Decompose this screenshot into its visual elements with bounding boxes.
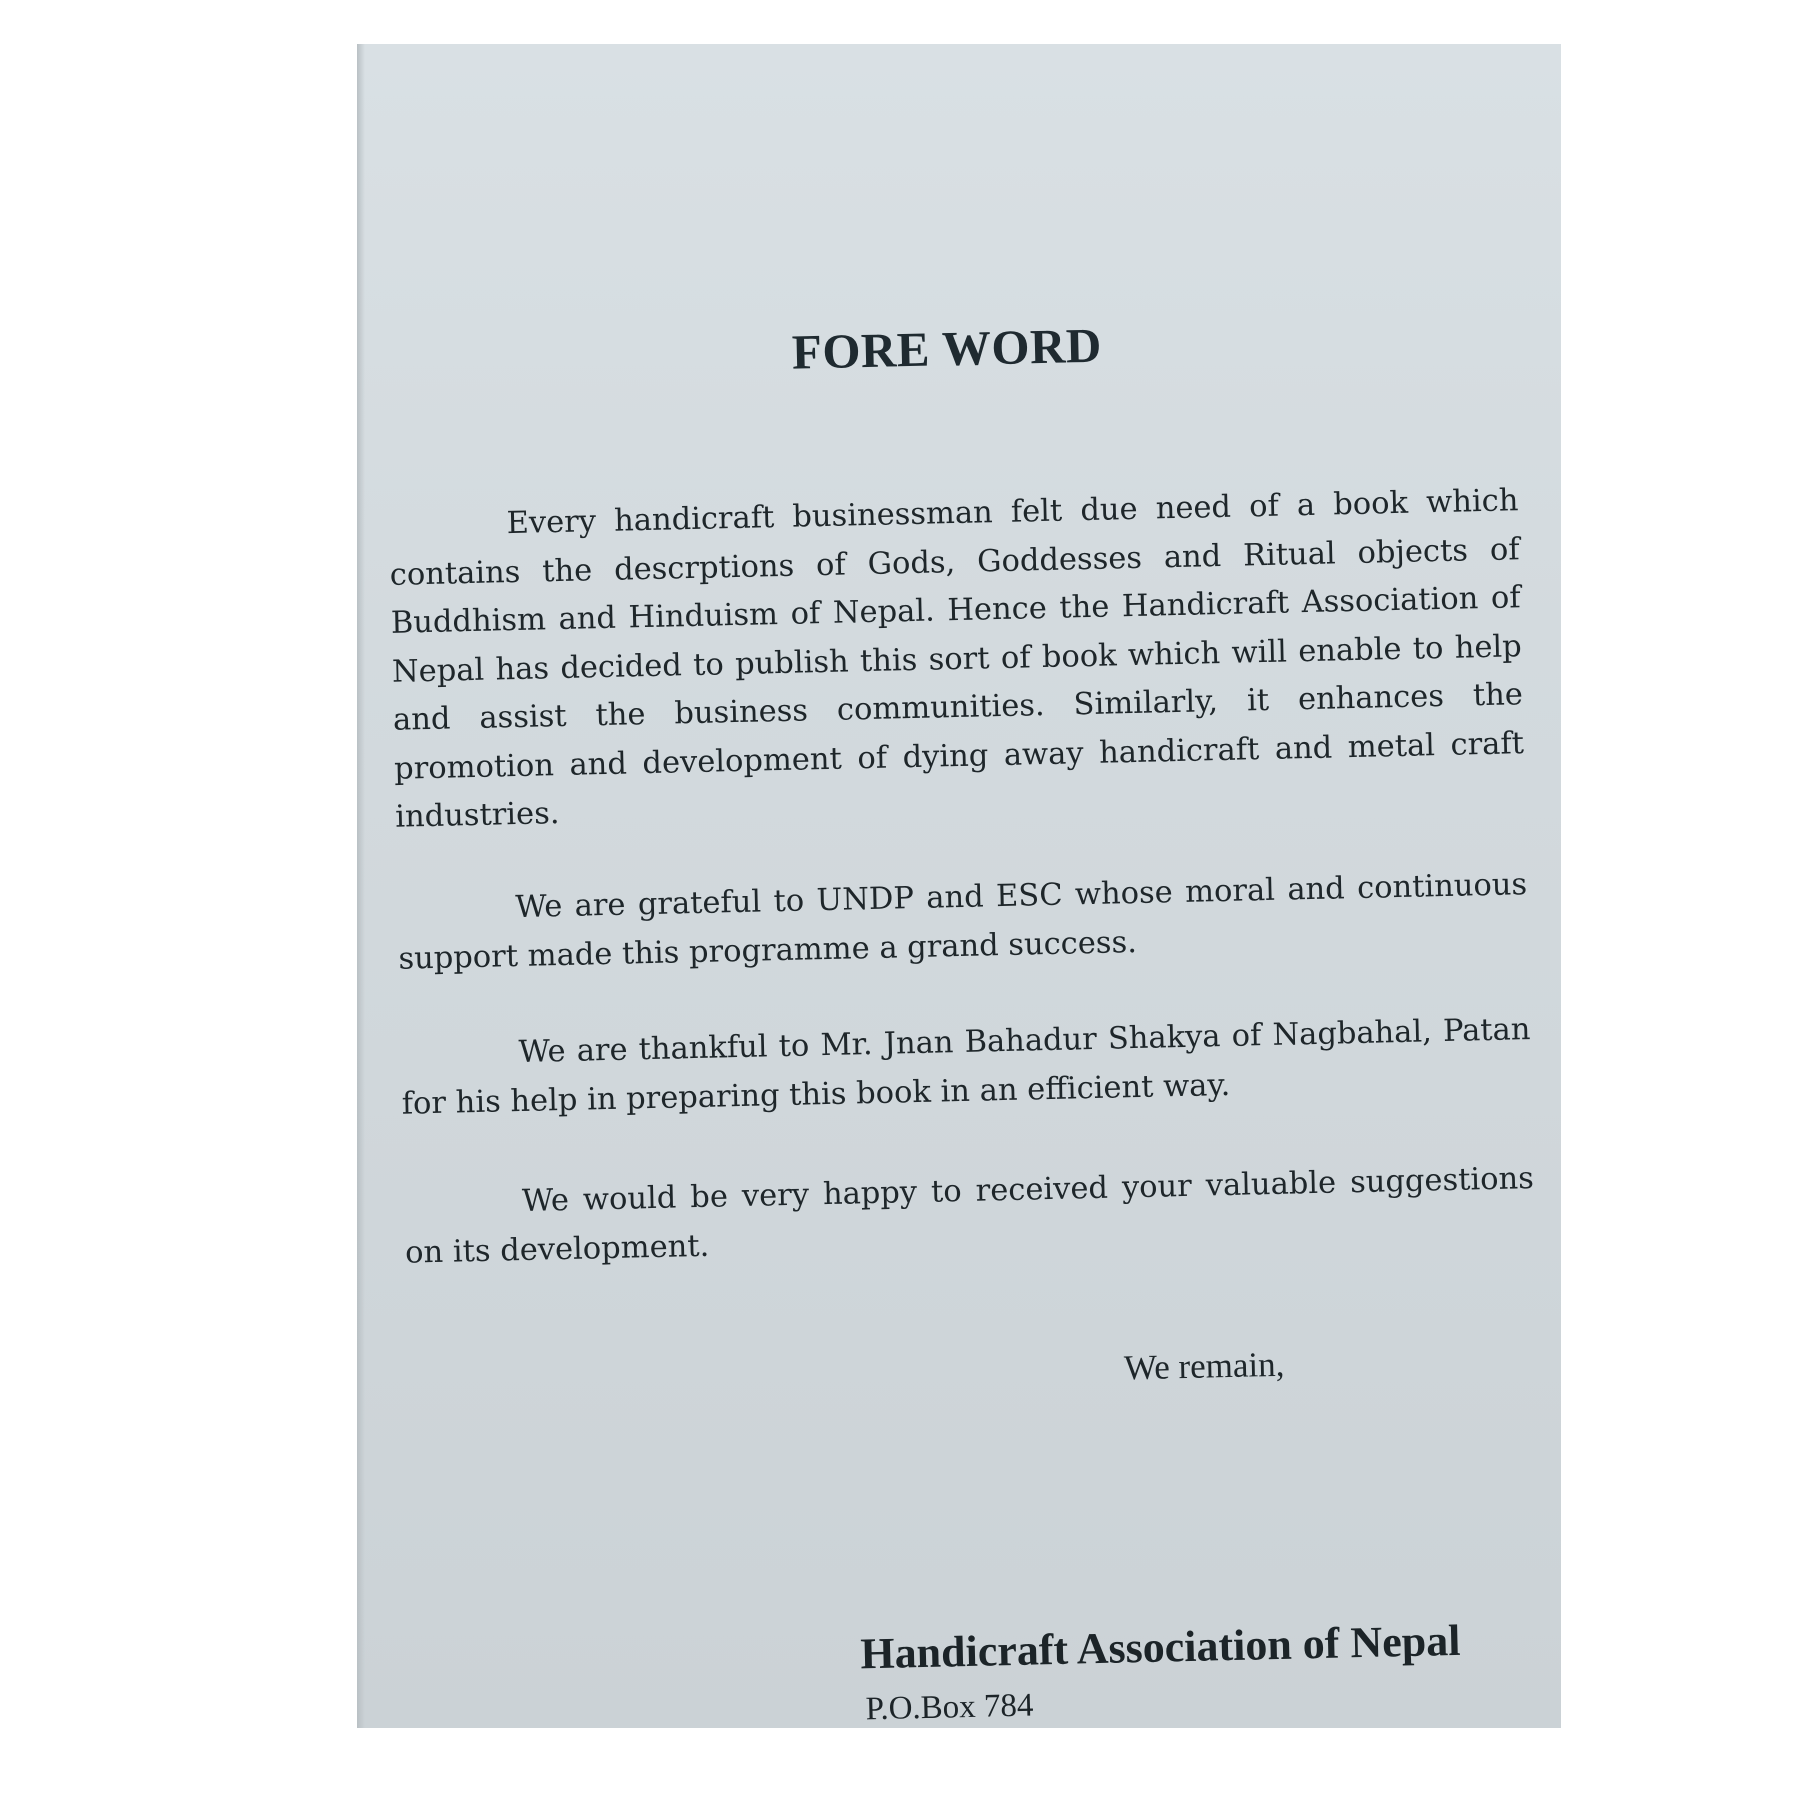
page-title: FORE WORD <box>791 317 1103 380</box>
paragraph-thanks: We are thankful to Mr. Jnan Bahadur Shakya of Nagbahal, Patan for his help in preparing this book in an efficient way. <box>401 1012 1531 1122</box>
paragraph-suggestions: We would be very happy to received your valuable suggestions on its development. <box>404 1161 1535 1271</box>
signatory-name: Handicraft Association of Nepal <box>859 1615 1461 1679</box>
foreword-page <box>357 44 1561 1728</box>
postal-address: P.O.Box 784 <box>865 1687 1034 1728</box>
document-photo <box>357 44 1561 1728</box>
paragraph-gratitude: We are grateful to UNDP and ESC whose moral and continuous support made this programme a grand success. <box>398 867 1528 977</box>
closing-line: We remain, <box>1123 1344 1285 1388</box>
paragraph-intro: Every handicraft businessman felt due need of a book which contains the descrptions of Gods, Goddesses and Ritual objects of Buddhism and Hinduism of Nepal. Hence the Handicraft Association of Nepal has decided to publish this sort of book which will enable to help and assist the business communities. Similarly, it enhances the promotion and development of dying away handicraft and metal craft industries. <box>389 483 1525 835</box>
